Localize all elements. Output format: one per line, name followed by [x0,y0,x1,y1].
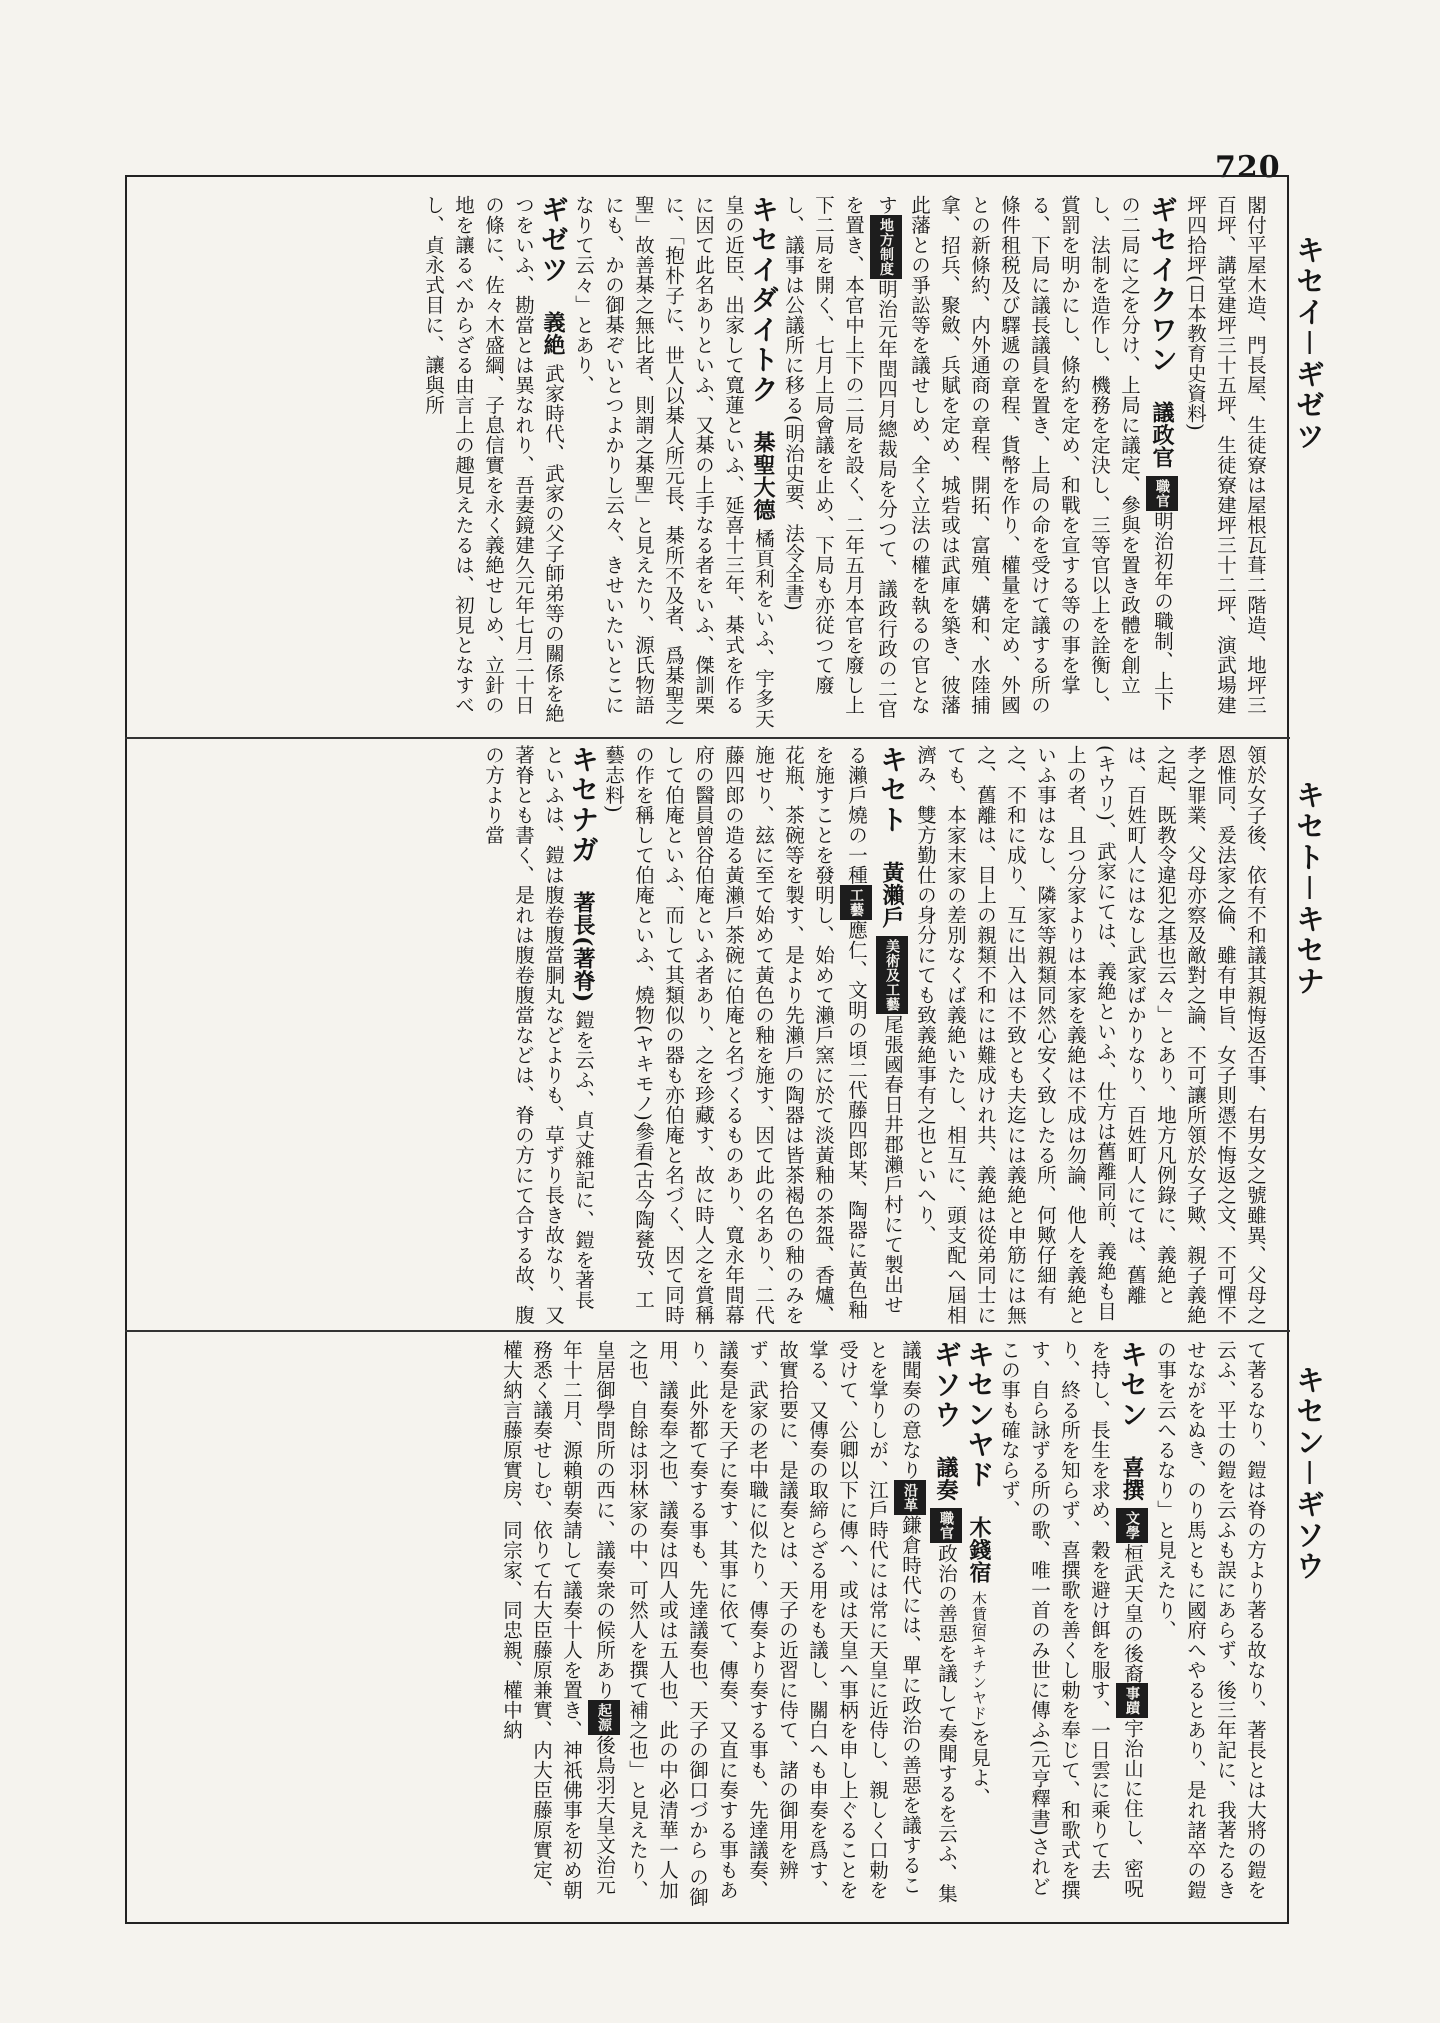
entry-body: 武家時代、武家の父子師弟等の關係を絶つをいふ、勘當とは異なれり、吾妻鏡建久元年七月二十日の條に、佐々木盛綱、子息信實を永く義絶せしめ、立針の地を讓るべからざる由言上の趣見えたるは、初見となすべし、貞永式目に、讓與所 [422,195,565,724]
category-label: 工藝 [840,885,872,920]
dictionary-entry [478,745,598,1325]
entry-headword: キセナガ [567,745,600,865]
entry-kanji: 喜撰 [1119,1456,1145,1502]
category-label: 職官 [1146,476,1178,511]
carryover-text: 領於女子後、依有不和議其親悔返否事、右男女之號雖異、父母之恩惟同、爰法家之倫、雖有申旨、女子則憑不悔返之文、不可憚不孝之罪業、父母亦察及敵對之論、不可讓所領於女子歟、親子義絶之起、既教令違犯之基也云々」とあり、地方凡例錄に、義絶とは、百姓町人にはなし武家ばかりなり、百姓町人にては、舊離(キウリ)、武家にては、義絶といふ、仕方は舊離同前、義絶も目上の者、且つ分家よりは本家を義絶は不成は勿論、他人を義絶といふ事はなし、隣家等親類同然心安く致したる所、何歟仔細有之、不和に成り、互に出入は不致とも夫迄には義絶と申筋には無之、舊離は、目上の親類不和には難成けれ共、義絶は從弟同士にても、本家末家の差別なくば義絶いたし、相互に、頭支配へ屆相濟み、雙方勤仕の身分にても致義絶事有之也といへり、 [914,745,1267,1325]
dictionary-entry [418,195,568,730]
entry-body: 尾張國春日井郡瀨戶村にて製出せる瀨戶燒の一種 [845,745,904,1315]
entry-body: 宇治山に住し、密呪を持し、長生を求め、穀を避け餌を服す、一日雲に乘りて去り、終る所を知らず、喜撰歌を善くし勅を奉じて、和歌式を撰す、自ら詠ずる所の歌、唯一首のみ世に傳ふ(元亨釋書)されどこの事も確ならず、 [998,1340,1144,1900]
running-head-middle: キセト－キセナ [1292,780,1326,998]
entry-kanji: 著長(著脊) [570,891,596,1004]
dictionary-entry [778,195,1180,730]
entry-headword: キセト [876,745,909,835]
entry-body: 明治元年閏四月總裁局を分つて、議政行政の二官を置き、本官中上下の二局を設く、二年五月本官を廢し上下二局を開く、七月上局會議を止め、下局も亦従つて廢し、議事は公議所に移る(明治史要、法令全書) [782,195,898,719]
entry-body: 橘頁利をいふ、宇多天皇の近臣、出家して寬蓮といふ、延喜十三年、棊式を作るに因て此名ありといふ、又棊の上手なる者をいふ、傑訓栗に、「抱朴子に、世人以棊人所元長、棊所不及者、爲棊聖之聖」故善棊之無比者、則謂之棊聖」と見えたり、源氏物語にも、かの御棊ぞいとつよかりし云々、きせいたいとこになりて云々」とあり、 [572,195,775,729]
entry-kanji: 義絶 [540,311,566,357]
dictionary-entry [496,1340,964,1910]
category-label: 事蹟 [1116,1683,1148,1718]
dictionary-entry [964,1340,994,1910]
entry-kanji: 議奏 [933,1456,959,1502]
running-head-upper: キセイ－ギゼツ [1292,235,1326,453]
category-label: 職官 [930,1508,962,1543]
category-label: 起源 [588,1700,620,1735]
dictionary-entry [598,745,910,1325]
entry-headword: キセン [1116,1340,1149,1430]
entry-headword: ギゼツ [537,195,570,285]
entry-headword: ギソウ [930,1340,963,1430]
category-label: 沿革 [894,1480,926,1515]
entry-body: 鎌倉時代には、單に政治の善惡を議することを掌りしが、江戶時代には常に天皇に近侍し、親しく口勅を受けて、公卿以下に傳へ、或は天皇へ事柄を申し上ぐることを掌る、又傳奏の取締らざる用をも議し、關白へも申奏を爲す、故實拾要に、是議奏とは、天子の近習に侍て、諸の御用を辨ず、武家の老中職に似たり、傳奏より奏する事も、先達議奏、議奏是を天子に奏す、其事に依て、傳奏、又直に奏する事もあり、此外都て奏する事も、先達議奏也、天子の御口づから の御用、議奏奉之也、議奏は四人或は五人也、此の中必清華一人加之也、自餘は羽林家の中、可然人を撰て補之也」と見えたり、皇居御學問所の西に、議奏衆の候所あり [593,1340,922,1907]
middle-section [150,745,1270,1325]
entry-headword: キセイダイトク [747,195,780,405]
running-head-lower: キセン－ギソウ [1292,1365,1326,1583]
entry-kanji: 議政官 [1149,401,1175,469]
dictionary-entry [568,195,778,730]
entry-kanji: 黃瀨戶 [879,861,905,929]
entry-body: 明治初年の職制、上下の二局に之を分け、上局に議定、參與を置き政體を創立し、法制を造作し、機務を定決し、三等官以上を詮衡し、賞罰を明かにし、條約を定め、和戰を宣する等の事を掌る、下局に議長議員を置き、上局の命を受けて議する所の條件租税及び驛遞の章程、貨幣を作り、權量を定め、外國との新條約、内外通商の章程、開拓、富殖、媾和、水陸捕拿、招兵、聚斂、兵賦を定め、城砦或は武庫を築き、彼藩此藩との爭訟等を議せしめ、全く立法の權を執るの官となす [875,195,1174,715]
entry-headword: キセンヤド [963,1340,996,1490]
entry-body: 政治の善惡を議して奏聞するを云ふ、集議聞奏の意なり [899,1340,958,1904]
page-number: 720 [1215,150,1281,185]
carryover-text: 閣付平屋木造、門長屋、生徒寮は屋根瓦葺二階造、地坪三百坪、講堂建坪三十五坪、生徒寮建坪三十二坪、演武場建坪四拾坪(日本教育史資料) [1184,195,1267,715]
upper-section [150,195,1270,730]
category-label: 美術及工藝 [876,936,908,1015]
carryover-text: て著るなり、鎧は脊の方より著る故なり、著長とは大將の鎧を云ふ、平士の鎧を云ふも誤にあらず、後三年記に、我著たるきせながをぬき、のり馬ともに國府へやるとあり、是れ諸卒の鎧の事を云へるなり」と見えたり、 [1154,1340,1267,1900]
entry-body: 桓武天皇の後裔 [1121,1543,1144,1684]
entry-body: を見よ、 [968,1727,991,1808]
entry-kanji: 棊聖大德 [750,431,776,522]
entry-reading: 木賃宿(キチンヤド) [970,1590,988,1728]
dictionary-entry [994,1340,1150,1910]
entry-headword: ギセイクワン [1146,195,1179,375]
section-divider-upper [125,737,1290,739]
section-divider-lower [125,1330,1290,1332]
entry-body: 鎧を云ふ、貞丈雜記に、鎧を著長といふは、鎧は腹卷腹當胴丸などよりも、草ずり長き故なり、又著脊とも書く、是れは腹卷腹當などは、脊の方にて合する故、腹の方より當 [482,745,595,1325]
entry-body: 後鳥羽天皇文治元年十二月、源賴朝奏請して議奏十人を置き、神祇佛事を初め朝務悉く議奏せしむ、依りて右大臣藤原兼實、内大臣藤原實定、權大納言藤原實房、同宗家、同忠親、權中納 [500,1340,616,1900]
category-label: 地方制度 [870,215,902,279]
entry-kanji: 木錢宿 [966,1516,992,1584]
entry-body: 應仁、文明の頃二代藤四郎某、陶器に黃色釉を施すことを發明し、始めて瀨戶窯に於て淡黃釉の茶盌、香爐、花瓶、茶碗等を製す、是より先瀨戶の陶器は皆茶褐色の釉のみを施せり、玆に至て始めて黃色の釉を施す、因て此の名あり、二代藤四郎の造る黃瀨戶茶碗に伯庵と名づくるものあり、寬永年間幕府の醫員曾谷伯庵といふ者あり、之を珍藏す、故に時人之を賞稱して伯庵といふ、而して其類似の器も亦伯庵と名づく、因て同時の作を稱して伯庵といふ、燒物(ヤキモノ)參看(古今陶甆攷、工藝志料) [602,745,868,1325]
category-label: 文學 [1116,1508,1148,1543]
lower-section [150,1340,1270,1910]
